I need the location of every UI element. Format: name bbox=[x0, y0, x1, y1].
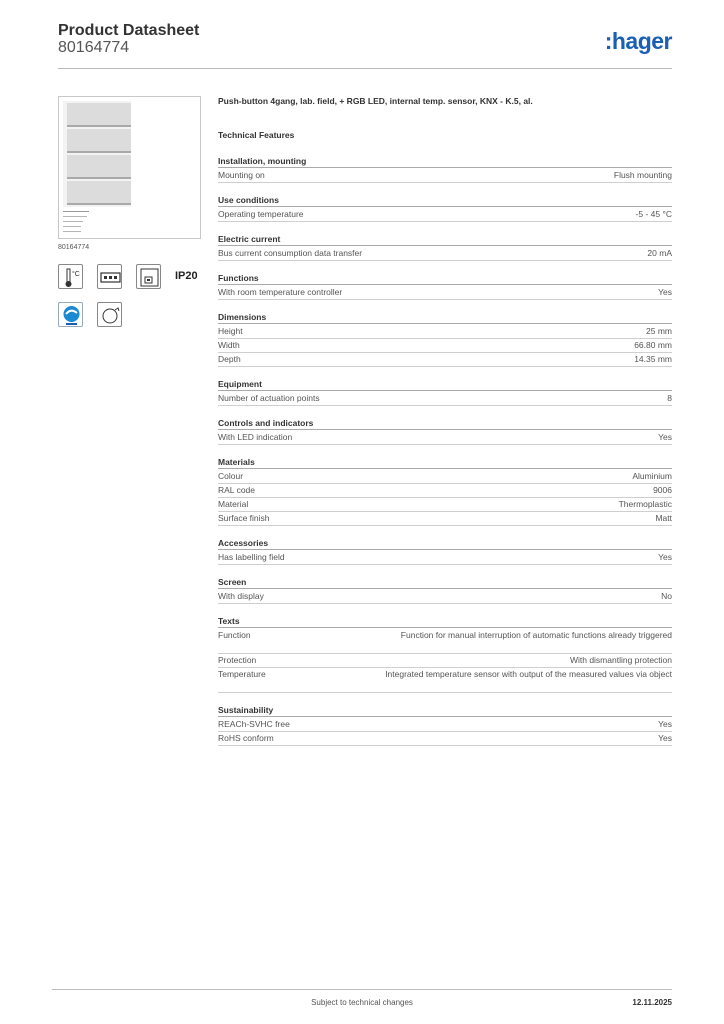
features-heading: Technical Features bbox=[218, 130, 295, 140]
section-title: Controls and indicators bbox=[218, 418, 314, 428]
section-divider bbox=[218, 549, 672, 550]
celsius-label: °C bbox=[72, 271, 80, 278]
spec-row bbox=[218, 248, 672, 261]
spec-label: Material bbox=[218, 499, 249, 509]
spec-value: Thermoplastic bbox=[618, 499, 672, 509]
spec-label: Has labelling field bbox=[218, 552, 285, 562]
spec-row bbox=[218, 630, 672, 654]
image-detail-line bbox=[63, 231, 81, 232]
section-title: Materials bbox=[218, 457, 255, 467]
spec-value: Yes bbox=[658, 719, 672, 729]
image-detail-line bbox=[63, 211, 89, 212]
sustainability-badge-icon bbox=[58, 302, 83, 327]
spec-row bbox=[218, 591, 672, 604]
product-image bbox=[58, 96, 201, 239]
spec-label: Protection bbox=[218, 655, 257, 665]
spec-value: No bbox=[661, 591, 672, 601]
section-divider bbox=[218, 323, 672, 324]
spec-label: With room temperature controller bbox=[218, 287, 343, 297]
section-title: Sustainability bbox=[218, 705, 274, 715]
section-title: Installation, mounting bbox=[218, 156, 307, 166]
section-title: Dimensions bbox=[218, 312, 267, 322]
spec-label: REACh-SVHC free bbox=[218, 719, 290, 729]
spec-row bbox=[218, 669, 672, 693]
spec-label: Height bbox=[218, 326, 243, 336]
image-detail-line bbox=[63, 216, 87, 217]
spec-value: Yes bbox=[658, 733, 672, 743]
ip20-icon: IP20 bbox=[175, 270, 198, 282]
section-title: Texts bbox=[218, 616, 240, 626]
spec-value: 20 mA bbox=[647, 248, 672, 258]
spec-row bbox=[218, 471, 672, 484]
section-divider bbox=[218, 245, 672, 246]
spec-row bbox=[218, 499, 672, 512]
spec-value: Yes bbox=[658, 552, 672, 562]
push-button-frame bbox=[63, 101, 131, 207]
spec-row bbox=[218, 655, 672, 668]
spec-value: Yes bbox=[658, 432, 672, 442]
section-divider bbox=[218, 206, 672, 207]
spec-value: Integrated temperature sensor with output of the measured values via object bbox=[385, 669, 672, 679]
image-detail-line bbox=[63, 221, 83, 222]
section-title: Electric current bbox=[218, 234, 281, 244]
spec-row bbox=[218, 340, 672, 353]
section-divider bbox=[218, 588, 672, 589]
ring-icon bbox=[97, 302, 122, 327]
spec-value: 9006 bbox=[653, 485, 672, 495]
image-detail-line bbox=[63, 226, 81, 227]
hager-logo: :hager bbox=[604, 28, 672, 54]
rocker-button bbox=[67, 155, 131, 179]
section-divider bbox=[218, 716, 672, 717]
section-title: Use conditions bbox=[218, 195, 279, 205]
spec-value: Yes bbox=[658, 287, 672, 297]
spec-value: 66.80 mm bbox=[634, 340, 672, 350]
section-title: Accessories bbox=[218, 538, 269, 548]
spec-label: Surface finish bbox=[218, 513, 270, 523]
spec-value: Matt bbox=[655, 513, 672, 523]
spec-row bbox=[218, 393, 672, 406]
spec-label: Function bbox=[218, 630, 251, 640]
spec-value: Aluminium bbox=[632, 471, 672, 481]
section-divider bbox=[218, 390, 672, 391]
spec-label: Temperature bbox=[218, 669, 266, 679]
spec-label: With LED indication bbox=[218, 432, 293, 442]
spec-value: 25 mm bbox=[646, 326, 672, 336]
spec-label: Width bbox=[218, 340, 240, 350]
rocker-button bbox=[67, 181, 131, 205]
spec-row bbox=[218, 719, 672, 732]
spec-value: Function for manual interruption of automatic functions already triggered bbox=[400, 630, 672, 640]
knx-bus-icon bbox=[97, 264, 122, 289]
spec-value: 8 bbox=[667, 393, 672, 403]
spec-value: 14.35 mm bbox=[634, 354, 672, 364]
spec-row bbox=[218, 432, 672, 445]
spec-label: Number of actuation points bbox=[218, 393, 320, 403]
spec-row bbox=[218, 733, 672, 746]
header-divider bbox=[58, 68, 672, 69]
section-divider bbox=[218, 284, 672, 285]
spec-label: With display bbox=[218, 591, 264, 601]
rocker-button bbox=[67, 103, 131, 127]
section-divider bbox=[218, 167, 672, 168]
section-divider bbox=[218, 627, 672, 628]
spec-value: Flush mounting bbox=[613, 170, 672, 180]
spec-row bbox=[218, 552, 672, 565]
spec-label: Depth bbox=[218, 354, 241, 364]
spec-label: RoHS conform bbox=[218, 733, 274, 743]
spec-label: Bus current consumption data transfer bbox=[218, 248, 363, 258]
spec-label: Colour bbox=[218, 471, 244, 481]
rocker-button bbox=[67, 129, 131, 153]
spec-label: Operating temperature bbox=[218, 209, 304, 219]
footer-date: 12.11.2025 bbox=[632, 998, 672, 1007]
spec-value: With dismantling protection bbox=[569, 655, 672, 665]
section-divider bbox=[218, 429, 672, 430]
product-description: Push-button 4gang, lab. field, + RGB LED, internal temp. sensor, KNX - K.5, al. bbox=[218, 96, 533, 106]
spec-label: RAL code bbox=[218, 485, 256, 495]
spec-label: Mounting on bbox=[218, 170, 265, 180]
spec-row bbox=[218, 170, 672, 183]
spec-row bbox=[218, 513, 672, 526]
section-title: Functions bbox=[218, 273, 259, 283]
section-divider bbox=[218, 468, 672, 469]
footer-note: Subject to technical changes bbox=[311, 998, 413, 1007]
spec-value: -5 - 45 °C bbox=[635, 209, 672, 219]
footer-divider bbox=[52, 989, 672, 990]
section-title: Equipment bbox=[218, 379, 262, 389]
temperature-celsius-icon bbox=[58, 264, 83, 289]
flush-mount-icon bbox=[136, 264, 161, 289]
spec-row bbox=[218, 485, 672, 498]
spec-row bbox=[218, 354, 672, 367]
page-title: Product Datasheet bbox=[58, 22, 200, 39]
section-title: Screen bbox=[218, 577, 247, 587]
product-code: 80164774 bbox=[58, 39, 130, 56]
spec-row bbox=[218, 326, 672, 339]
image-caption: 80164774 bbox=[58, 244, 90, 251]
spec-row bbox=[218, 209, 672, 222]
spec-row bbox=[218, 287, 672, 300]
